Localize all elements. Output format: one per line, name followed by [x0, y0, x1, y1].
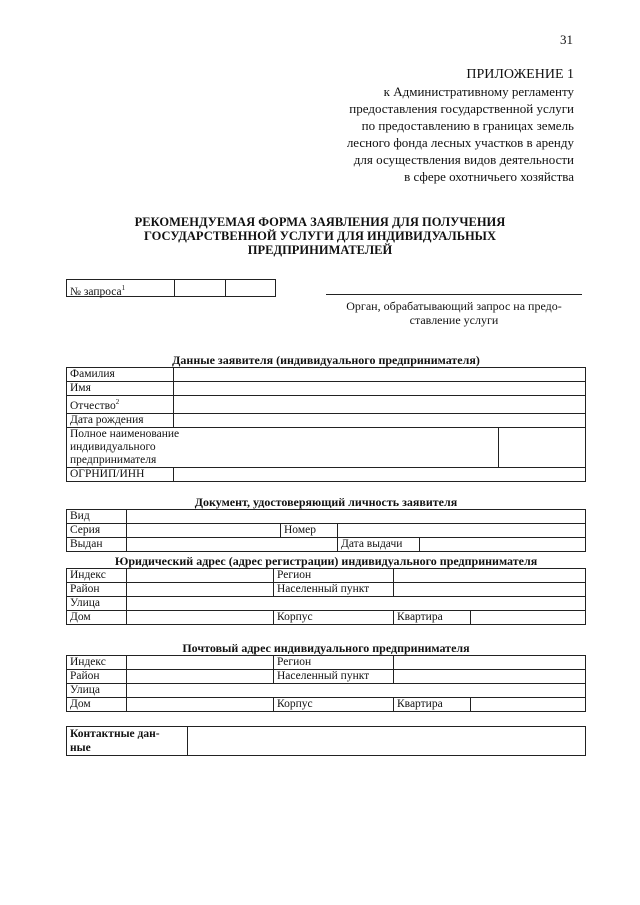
district-field[interactable]: [127, 670, 274, 684]
index-label: Индекс: [67, 656, 127, 670]
ogrnip-label: ОГРНИП/ИНН: [67, 467, 174, 481]
contacts-label: [67, 727, 188, 756]
number-label: Номер: [281, 524, 338, 538]
birth-date-field[interactable]: [174, 413, 586, 427]
issued-label: Выдан: [67, 538, 127, 552]
contacts-field[interactable]: [188, 727, 586, 756]
applicant-heading: Данные заявителя (индивидуального предпринимателя): [172, 353, 480, 367]
apartment-field[interactable]: [471, 611, 586, 625]
full-name-label-line: Полное наименование: [70, 427, 180, 440]
district-label: Район: [67, 583, 127, 597]
full-name-label-line: предпринимателя: [70, 453, 157, 466]
title-line: ПРЕДПРИНИМАТЕЛЕЙ: [247, 243, 393, 257]
building-label: Корпус: [274, 698, 394, 712]
appendix-heading: ПРИЛОЖЕНИЕ 1: [466, 67, 574, 82]
appendix-line: к Административному регламенту: [383, 84, 574, 99]
patronymic-label: Отчество$^2$: [67, 396, 174, 414]
appendix-line: для осуществления видов деятельности: [353, 152, 574, 167]
postal-address-table: [66, 655, 586, 712]
contacts-label-line: Контактные дан-: [70, 728, 160, 740]
series-field[interactable]: [127, 524, 281, 538]
title-line: ГОСУДАРСТВЕННОЙ УСЛУГИ ДЛЯ ИНДИВИДУАЛЬНЫХ: [143, 229, 496, 243]
name-label: Имя: [67, 382, 174, 396]
request-number-field[interactable]: [175, 280, 226, 296]
request-number-box: [66, 279, 276, 297]
postal-address-heading: Почтовый адрес индивидуального предпринимателя: [182, 641, 470, 655]
region-label: Регион: [274, 656, 394, 670]
apartment-label: Квартира: [394, 611, 471, 625]
appendix-line: лесного фонда лесных участков в аренду: [346, 135, 574, 150]
house-field[interactable]: [127, 698, 274, 712]
issue-date-label: Дата выдачи: [338, 538, 420, 552]
apartment-field[interactable]: [471, 698, 586, 712]
organ-caption: [326, 299, 582, 327]
contacts-label-line: ные: [70, 742, 91, 754]
index-field[interactable]: [127, 569, 274, 583]
locality-label: Населенный пункт: [274, 670, 394, 684]
street-label: Улица: [67, 597, 127, 611]
applicant-table: [66, 367, 586, 482]
name-field[interactable]: [174, 382, 586, 396]
house-field[interactable]: [127, 611, 274, 625]
page-number: 31: [560, 32, 573, 47]
house-label: Дом: [67, 611, 127, 625]
full-name-label-line: индивидуального: [70, 440, 156, 453]
index-label: Индекс: [67, 569, 127, 583]
request-number-field-2[interactable]: [226, 280, 275, 296]
appendix-line: предоставления государственной услуги: [349, 101, 574, 116]
building-label: Корпус: [274, 611, 394, 625]
region-field[interactable]: [394, 569, 586, 583]
full-name-field[interactable]: [498, 427, 585, 467]
district-label: Район: [67, 670, 127, 684]
locality-field[interactable]: [394, 583, 586, 597]
organ-caption-line: ставление услуги: [409, 313, 499, 327]
issued-field[interactable]: [127, 538, 338, 552]
surname-label: Фамилия: [67, 368, 174, 382]
issue-date-field[interactable]: [420, 538, 586, 552]
number-field[interactable]: [338, 524, 586, 538]
ogrnip-field[interactable]: [174, 467, 586, 481]
appendix-line: в сфере охотничьего хозяйства: [404, 169, 574, 184]
organ-caption-line: Орган, обрабатывающий запрос на предо-: [346, 299, 562, 313]
title-line: РЕКОМЕНДУЕМАЯ ФОРМА ЗАЯВЛЕНИЯ ДЛЯ ПОЛУЧЕНИЯ: [134, 215, 506, 229]
apartment-label: Квартира: [394, 698, 471, 712]
locality-label: Населенный пункт: [274, 583, 394, 597]
street-field[interactable]: [127, 684, 586, 698]
organ-signature-line[interactable]: [326, 294, 582, 295]
region-label: Регион: [274, 569, 394, 583]
identity-table: [66, 509, 586, 552]
legal-address-table: [66, 568, 586, 625]
patronymic-field[interactable]: [174, 396, 586, 414]
identity-heading: Документ, удостоверяющий личность заявителя: [194, 495, 458, 509]
street-label: Улица: [67, 684, 127, 698]
series-label: Серия: [67, 524, 127, 538]
full-name-label: [67, 427, 499, 467]
index-field[interactable]: [127, 656, 274, 670]
doc-type-label: Вид: [67, 510, 127, 524]
birth-date-label: Дата рождения: [67, 413, 174, 427]
region-field[interactable]: [394, 656, 586, 670]
appendix-block: [274, 66, 574, 185]
appendix-line: по предоставлению в границах земель: [361, 118, 574, 133]
doc-type-field[interactable]: [127, 510, 586, 524]
contacts-table: [66, 726, 586, 756]
surname-field[interactable]: [174, 368, 586, 382]
house-label: Дом: [67, 698, 127, 712]
district-field[interactable]: [127, 583, 274, 597]
document-title: [110, 215, 530, 257]
request-number-label: № запроса$^1$: [67, 280, 175, 296]
street-field[interactable]: [127, 597, 586, 611]
locality-field[interactable]: [394, 670, 586, 684]
legal-address-heading: Юридический адрес (адрес регистрации) индивидуального предпринимателя: [114, 554, 538, 568]
